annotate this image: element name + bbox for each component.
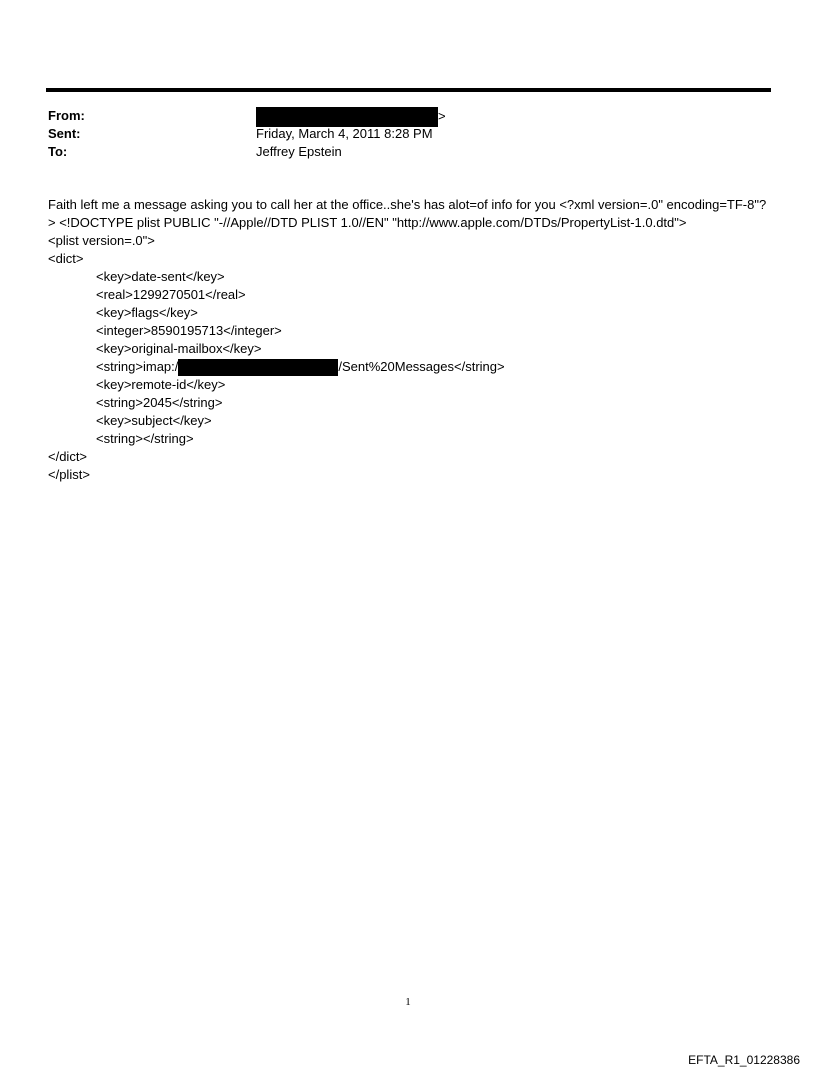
plist-line: <key>flags</key> — [96, 305, 198, 320]
redaction-block — [178, 359, 338, 376]
header-rule — [46, 88, 771, 92]
imap-line — [48, 358, 773, 376]
plist-line: <key>subject</key> — [96, 413, 212, 429]
page-number: 1 — [405, 996, 411, 1008]
from-label: From: — [48, 108, 85, 123]
message-paragraph: Faith left me a message asking you to call her at the office..she's has alot=of info for you <?xml version=.0" encoding=TF-8"?> <!DOCTYPE plist PUBLIC "-//Apple//DTD PLIST 1.0//EN" "http://www.apple.com/DTDs/PropertyList-1.0.dtd"> — [48, 197, 767, 230]
plist-line: <integer>8590195713</integer> — [96, 323, 282, 338]
sent-value: Friday, March 4, 2011 8:28 PM — [256, 126, 433, 141]
to-label: To: — [48, 144, 68, 159]
plist-open-line: <plist version=.0"> — [48, 233, 155, 248]
redaction-block — [256, 107, 438, 127]
message-body — [48, 196, 773, 484]
plist-line: <key>original-mailbox</key> — [96, 341, 262, 356]
dict-open-line: <dict> — [48, 251, 84, 266]
plist-close-line: </plist> — [48, 467, 90, 483]
plist-line: <key>date-sent</key> — [96, 269, 225, 284]
imap-prefix: <string>imap:/ — [96, 359, 179, 374]
plist-line: <string></string> — [96, 431, 194, 447]
plist-line: <real>1299270501</real> — [96, 287, 246, 302]
plist-line: <string>2045</string> — [96, 395, 223, 411]
sent-label: Sent: — [48, 126, 81, 141]
to-value: Jeffrey Epstein — [256, 144, 342, 159]
plist-line: <key>remote-id</key> — [96, 377, 226, 393]
document-id: EFTA_R1_01228386 — [688, 1053, 800, 1067]
from-value — [256, 107, 446, 127]
imap-suffix: /Sent%20Messages</string> — [338, 359, 505, 374]
from-suffix: > — [438, 108, 446, 124]
dict-close-line: </dict> — [48, 449, 88, 465]
